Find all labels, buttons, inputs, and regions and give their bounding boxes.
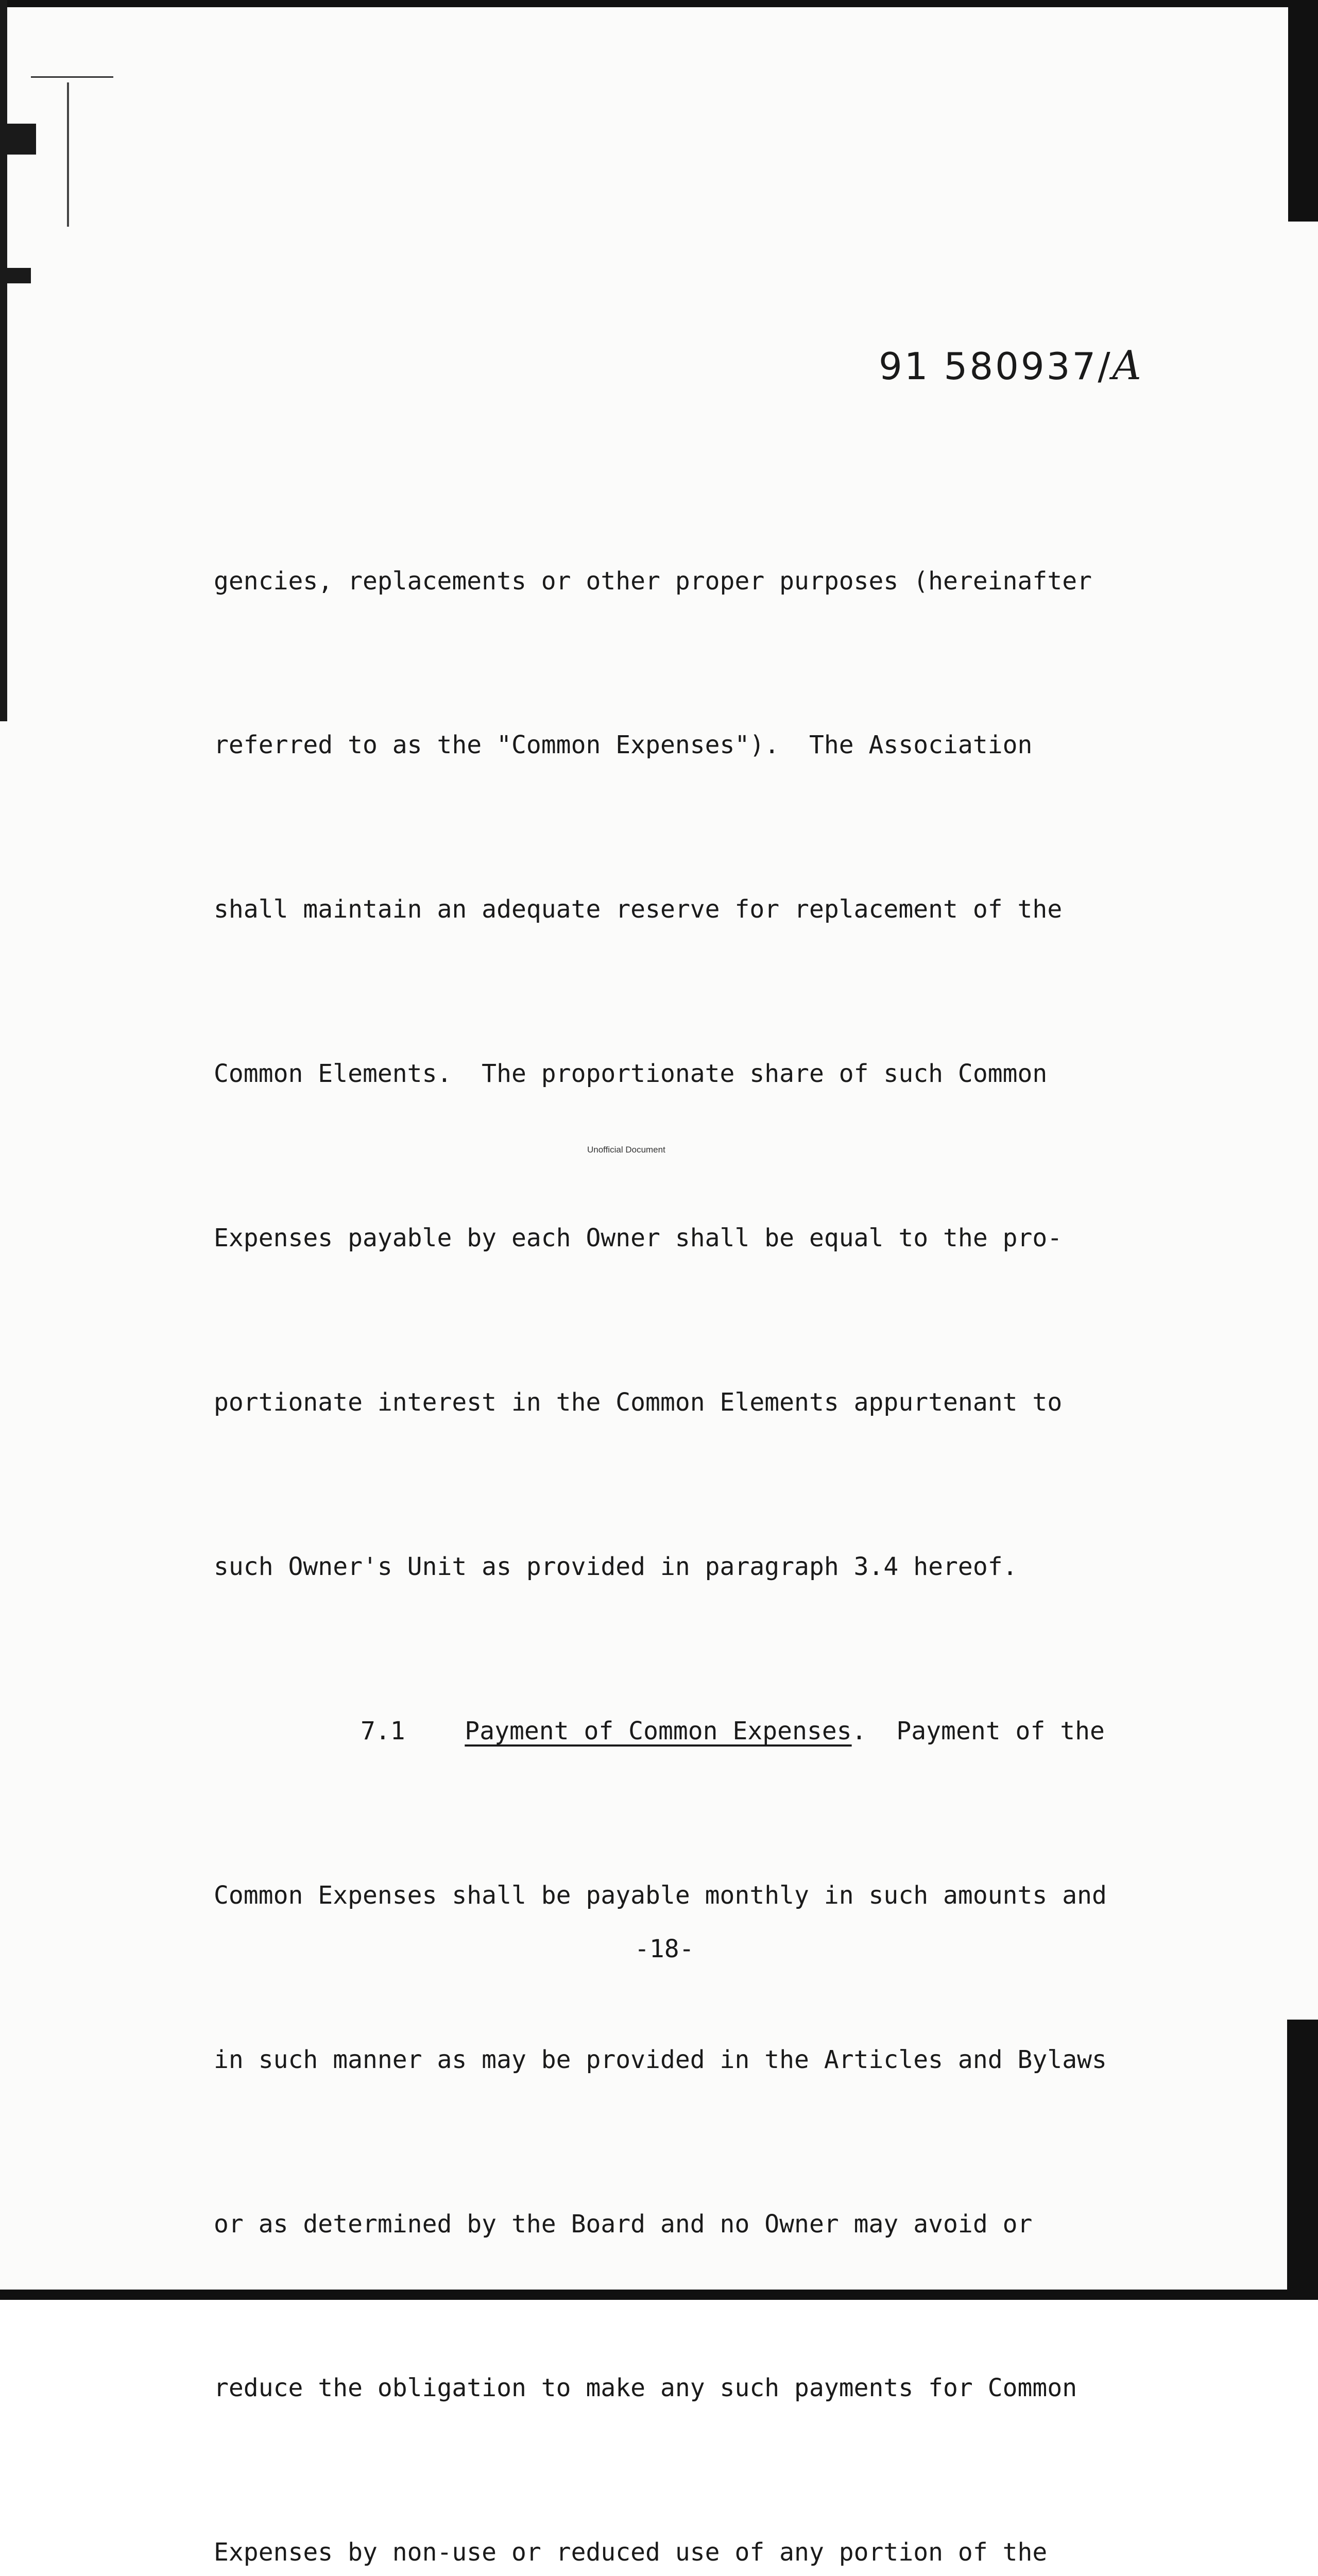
- scan-border-right-bottom: [1287, 2020, 1318, 2300]
- text-line: or as determined by the Board and no Owner may avoid or: [214, 2209, 1033, 2239]
- section-heading-line: [214, 1704, 1141, 1758]
- text-line: Common Elements. The proportionate share of such Common: [214, 1059, 1048, 1089]
- scan-border-top: [0, 0, 1318, 7]
- scan-artifact: [67, 82, 69, 227]
- recording-number-separator: /: [1098, 345, 1112, 388]
- body-text: [214, 444, 1141, 2576]
- text-line: in such manner as may be provided in the Articles and Bylaws: [214, 2045, 1107, 2074]
- scan-border-right-top: [1288, 0, 1318, 222]
- text-line: referred to as the "Common Expenses"). The Association: [214, 731, 1033, 760]
- section-heading-continuation: . Payment of the: [851, 1716, 1105, 1745]
- scan-artifact: [0, 268, 31, 283]
- watermark: Unofficial Document: [587, 1145, 665, 1155]
- recording-number-digits: 91 580937: [879, 345, 1098, 388]
- scan-artifact: [0, 124, 36, 155]
- text-line: reduce the obligation to make any such payments for Common: [214, 2374, 1077, 2403]
- text-line: Expenses by non-use or reduced use of any portion of the: [214, 2538, 1048, 2567]
- text-line: shall maintain an adequate reserve for replacement of the: [214, 895, 1063, 924]
- text-line: such Owner's Unit as provided in paragraph 3.4 hereof.: [214, 1552, 1018, 1581]
- section-heading: Payment of Common Expenses: [465, 1716, 852, 1745]
- section-number: 7.1: [361, 1716, 405, 1745]
- text-line: portionate interest in the Common Elements appurtenant to: [214, 1388, 1063, 1417]
- scan-border-left: [0, 0, 7, 721]
- text-line: Common Expenses shall be payable monthly in such amounts and: [214, 1880, 1107, 1910]
- recording-number-suffix: A: [1112, 343, 1143, 389]
- recording-number: [879, 343, 1143, 389]
- page-number: -18-: [635, 1935, 694, 1963]
- text-line: Expenses payable by each Owner shall be equal to the pro-: [214, 1224, 1063, 1253]
- text-line: gencies, replacements or other proper purposes (hereinafter: [214, 566, 1092, 596]
- scan-artifact: [31, 76, 113, 78]
